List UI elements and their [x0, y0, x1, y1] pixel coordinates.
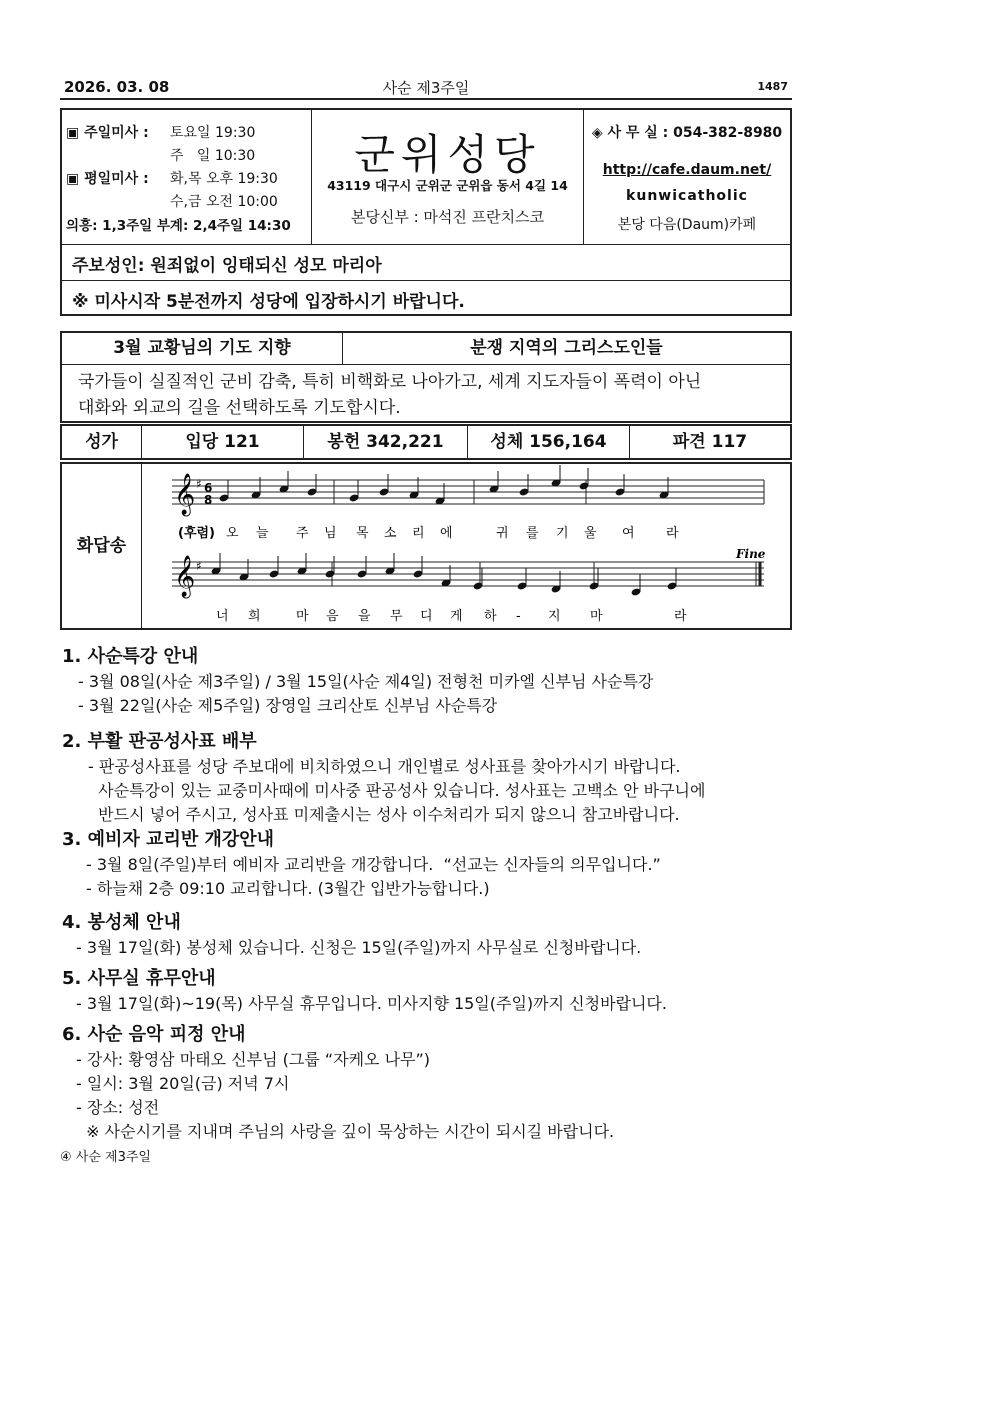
sunday-mass-2: 주 일 10:30 [170, 148, 256, 164]
time-signature: 8 [204, 493, 213, 507]
lyric-syllable: 라 [674, 609, 687, 624]
section-line: - 판공성사표를 성당 주보대에 비치하였으니 개인별로 성사표를 찾아가시기 바랍니다. [88, 757, 681, 776]
lyric-syllable: 기 [556, 526, 570, 541]
lyric-syllable: 울 [584, 526, 598, 541]
section-title: 2. 부활 판공성사표 배부 [62, 731, 257, 752]
section-line: - 3월 8일(주일)부터 예비자 교리반을 개강합니다. “선교는 신자들의 의무입니다.” [86, 855, 661, 874]
hymn-entrance: 입당 121 [142, 426, 304, 458]
lyric-syllable: 에 [440, 526, 454, 541]
lyric-syllable: 지 [548, 609, 561, 624]
key-signature-sharp: ♯ [196, 477, 202, 491]
section-2 [62, 727, 802, 827]
lyric-syllable: 을 [358, 609, 371, 624]
section-line: - 3월 08일(사순 제3주일) / 3월 15일(사순 제4일) 전형천 미카엘 신부님 사순특강 [78, 672, 654, 691]
entry-notice: ※ 미사시작 5분전까지 성당에 입장하시기 바랍니다. [62, 280, 790, 316]
section-title: 3. 예비자 교리반 개강안내 [62, 829, 275, 850]
lyric-syllable: 리 [412, 526, 426, 541]
weekday-mass-label: ▣ 평일미사 : [66, 171, 149, 187]
intention-line-1: 국가들이 실질적인 군비 감축, 특히 비핵화로 나아가고, 세계 지도자들이 폭력이 아닌 [78, 372, 702, 392]
section-line: 반드시 넣어 주시고, 성사표 미제출시는 성사 이수처리가 되지 않으니 참고바랍니다. [88, 805, 680, 824]
lyric-syllable: 늘 [256, 526, 270, 541]
intention-label: 3월 교황님의 기도 지향 [62, 333, 343, 364]
liturgical-week: 사순 제3주일 [382, 79, 470, 97]
lyric-syllable: 마 [590, 609, 603, 624]
section-line: - 일시: 3월 20일(금) 저녁 7시 [76, 1074, 290, 1093]
header-box [60, 108, 792, 316]
section-1 [62, 642, 802, 718]
section-line: ※ 사순시기를 지내며 주님의 사랑을 깊이 묵상하는 시간이 되시길 바랍니다. [76, 1122, 615, 1141]
treble-clef-icon: 𝄞 [174, 474, 196, 515]
score-svg [144, 464, 790, 628]
lyric-syllable: 음 [326, 609, 339, 624]
treble-clef-icon: 𝄞 [174, 556, 196, 597]
lyric-syllable: 무 [390, 609, 403, 624]
lyric-syllable: 마 [296, 609, 309, 624]
section-line: - 3월 17일(화)~19(목) 사무실 휴무입니다. 미사지향 15일(주일)까지 신청바랍니다. [76, 994, 667, 1013]
music-score [144, 464, 790, 628]
section-title: 4. 봉성체 안내 [62, 912, 181, 933]
office-phone: ◈ 사 무 실 : 054-382-8980 [591, 125, 783, 141]
intention-text [62, 365, 790, 421]
bulletin-date: 2026. 03. 08 [64, 78, 170, 96]
section-title: 1. 사순특강 안내 [62, 646, 199, 667]
section-5 [62, 964, 802, 1016]
weekday-mass-1: 화,목 오후 19:30 [170, 171, 278, 187]
hymn-numbers [60, 424, 792, 460]
church-address: 43119 대구시 군위군 군위읍 동서 4길 14 [327, 178, 568, 193]
patron-saint: 주보성인: 원죄없이 잉태되신 성모 마리아 [62, 244, 790, 280]
cafe-url-link[interactable]: http://cafe.daum.net/ [602, 162, 772, 178]
lyric-syllable: 님 [324, 526, 338, 541]
section-line: - 강사: 황영삼 마태오 신부님 (그룹 “자케오 나무”) [76, 1050, 431, 1069]
section-title: 5. 사무실 휴무안내 [62, 968, 216, 989]
pastor-name: 본당신부 : 마석진 프란치스코 [350, 208, 545, 226]
page-footer: ④ 사순 제3주일 [60, 1150, 151, 1165]
hymn-label: 성가 [62, 426, 142, 458]
lyric-syllable: 희 [248, 609, 261, 624]
cafe-id: kunwicatholic [626, 188, 748, 204]
hymn-communion: 성체 156,164 [468, 426, 630, 458]
mission-mass: 의흥: 1,3주일 부계: 2,4주일 14:30 [66, 218, 291, 234]
lyric-syllable: - [516, 609, 521, 624]
fine-marker: Fine [736, 547, 766, 561]
psalm-label: 화답송 [62, 464, 142, 628]
lyric-syllable: 게 [450, 609, 463, 624]
intention-header [62, 333, 790, 365]
intention-line-2: 대화와 외교의 길을 선택하도록 기도합시다. [78, 398, 401, 418]
prayer-intention [60, 331, 792, 423]
section-line: 사순특강이 있는 교중미사때에 미사중 판공성사 있습니다. 성사표는 고백소 안 바구니에 [88, 781, 706, 800]
lyric-syllable: 여 [622, 526, 636, 541]
hymn-recessional: 파견 117 [672, 432, 748, 452]
lyric-syllable: 를 [526, 526, 540, 541]
top-line [60, 76, 792, 100]
section-line: - 3월 17일(화) 봉성체 있습니다. 신청은 15일(주일)까지 사무실로 신청바랍니다. [76, 938, 642, 957]
cafe-label: 본당 다음(Daum)카페 [617, 217, 757, 233]
refrain-label: (후렴) [178, 526, 215, 541]
lyric-syllable: 하 [484, 609, 497, 624]
lyric-syllable: 너 [216, 609, 229, 624]
intention-topic: 분쟁 지역의 그리스도인들 [470, 338, 663, 358]
key-signature-sharp: ♯ [196, 559, 202, 573]
section-line: - 장소: 성전 [76, 1098, 160, 1117]
office-info [584, 110, 790, 244]
mass-schedule [62, 110, 312, 244]
section-line: - 3월 22일(사순 제5주일) 장영일 크리산토 신부님 사순특강 [78, 696, 498, 715]
section-title: 6. 사순 음악 피정 안내 [62, 1024, 246, 1045]
lyric-syllable: 오 [226, 526, 240, 541]
section-line: - 하늘채 2층 09:10 교리합니다. (3월간 입반가능합니다.) [86, 879, 490, 898]
responsorial-psalm [60, 462, 792, 630]
sunday-mass-label: ▣ 주일미사 : [66, 125, 149, 141]
church-info [312, 110, 584, 244]
time-signature: 6 [204, 481, 213, 495]
lyric-syllable: 귀 [496, 526, 510, 541]
church-name: 군위성당 [354, 130, 541, 179]
lyric-syllable: 라 [666, 526, 680, 541]
section-4 [62, 908, 802, 960]
sunday-mass-1: 토요일 19:30 [170, 125, 256, 141]
lyric-syllable: 주 [296, 526, 310, 541]
lyric-syllable: 소 [384, 526, 398, 541]
issue-number: 1487 [757, 80, 788, 93]
weekday-mass-2: 수,금 오전 10:00 [170, 194, 278, 210]
section-6 [62, 1020, 802, 1144]
hymn-offertory: 봉헌 342,221 [304, 426, 468, 458]
lyric-syllable: 목 [356, 526, 370, 541]
lyric-syllable: 디 [420, 609, 433, 624]
section-3 [62, 825, 802, 901]
